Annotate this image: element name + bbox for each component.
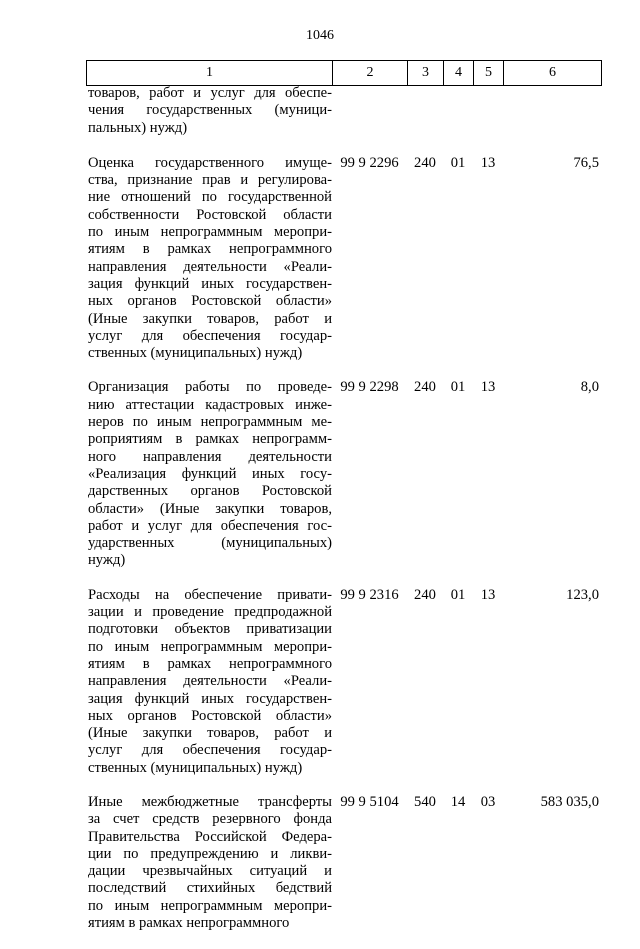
table-row bbox=[86, 379, 601, 569]
description-line: по иным непрограммным меропри- bbox=[88, 638, 332, 655]
row-expense-type: 540 bbox=[414, 793, 436, 810]
description-line: услуг для обеспечения государ- bbox=[88, 327, 332, 344]
description-line: ственных (муниципальных) нужд) bbox=[88, 759, 303, 776]
description-line: ударственных (муниципальных) bbox=[88, 535, 332, 552]
description-line: Оценка государственного имуще- bbox=[88, 154, 332, 171]
description-line: дации чрезвычайных ситуаций и bbox=[88, 863, 332, 880]
column-header-1: 1 bbox=[87, 61, 333, 86]
row-subsection: 13 bbox=[480, 586, 496, 603]
description-line: нию аттестации кадастровых инже- bbox=[88, 396, 332, 413]
row-section: 01 bbox=[450, 154, 466, 171]
row-description bbox=[86, 85, 332, 137]
description-line: товаров, работ и услуг для обеспе- bbox=[88, 85, 332, 101]
row-amount: 123,0 bbox=[566, 586, 599, 603]
row-subsection: 13 bbox=[480, 154, 496, 171]
page-number: 1046 bbox=[306, 28, 334, 43]
row-expense-type: 240 bbox=[414, 379, 436, 396]
description-line: подготовки объектов приватизации bbox=[88, 621, 332, 638]
description-line: ние отношений по государственной bbox=[88, 189, 332, 206]
row-subsection: 03 bbox=[480, 793, 496, 810]
description-line: зации и проведение предпродажной bbox=[88, 604, 332, 621]
description-line: последствий стихийных бедствий bbox=[88, 880, 332, 897]
description-line: Правительства Российской Федера- bbox=[88, 828, 332, 845]
description-line: (Иные закупки товаров, работ и bbox=[88, 310, 332, 327]
description-line: ных органов Ростовской области» bbox=[88, 293, 332, 310]
row-section: 14 bbox=[450, 793, 466, 810]
description-line: нужд) bbox=[88, 552, 126, 569]
description-line: пальных) нужд) bbox=[88, 119, 188, 136]
description-line: работ и услуг для обеспечения гос- bbox=[88, 517, 332, 534]
description-line: неров по иным непрограммным ме- bbox=[88, 414, 332, 431]
description-line: по иным непрограммным меропри- bbox=[88, 224, 332, 241]
row-code: 99 9 2316 bbox=[340, 586, 399, 603]
description-line: ных органов Ростовской области» bbox=[88, 707, 332, 724]
column-header-3: 3 bbox=[408, 61, 444, 86]
row-description bbox=[86, 587, 332, 777]
row-section: 01 bbox=[450, 586, 466, 603]
column-header-5: 5 bbox=[474, 61, 504, 86]
column-header-6: 6 bbox=[504, 61, 602, 86]
row-description bbox=[86, 379, 332, 569]
row-amount: 583 035,0 bbox=[540, 793, 599, 810]
row-code: 99 9 2298 bbox=[340, 379, 399, 396]
description-line: за счет средств резервного фонда bbox=[88, 811, 332, 828]
description-line: направления деятельности «Реали- bbox=[88, 673, 332, 690]
table-row bbox=[86, 794, 601, 932]
description-line: зация функций иных государствен- bbox=[88, 275, 332, 292]
column-header-row bbox=[87, 61, 602, 86]
description-line: по иным непрограммным меропри- bbox=[88, 897, 332, 914]
description-line: ятиям в рамках непрограммного bbox=[88, 241, 332, 258]
column-header-2: 2 bbox=[333, 61, 408, 86]
description-line: Иные межбюджетные трансферты bbox=[88, 793, 332, 810]
table-row bbox=[86, 155, 601, 363]
description-line: ственных (муниципальных) нужд) bbox=[88, 345, 303, 362]
column-header-4: 4 bbox=[444, 61, 474, 86]
description-line: ства, признание прав и регулирова- bbox=[88, 172, 332, 189]
row-amount: 8,0 bbox=[580, 379, 599, 396]
description-line: ятиям в рамках непрограммного bbox=[88, 915, 290, 932]
description-line: роприятиям в рамках непрограмм- bbox=[88, 431, 332, 448]
row-code: 99 9 5104 bbox=[340, 793, 399, 810]
description-line: направления деятельности «Реали- bbox=[88, 258, 332, 275]
table-row bbox=[86, 85, 601, 137]
description-line: Организация работы по проведе- bbox=[88, 379, 332, 396]
description-line: Расходы на обеспечение привати- bbox=[88, 586, 332, 603]
table-row bbox=[86, 587, 601, 777]
row-amount: 76,5 bbox=[573, 154, 599, 171]
row-subsection: 13 bbox=[480, 379, 496, 396]
description-line: области» (Иные закупки товаров, bbox=[88, 500, 332, 517]
description-line: ции по предупреждению и ликви- bbox=[88, 845, 332, 862]
description-line: «Реализация функций иных госу- bbox=[88, 465, 332, 482]
row-description bbox=[86, 794, 332, 932]
column-header-table bbox=[86, 60, 602, 86]
table-body bbox=[86, 85, 601, 949]
description-line: собственности Ростовской области bbox=[88, 206, 332, 223]
row-expense-type: 240 bbox=[414, 586, 436, 603]
description-line: услуг для обеспечения государ- bbox=[88, 742, 332, 759]
description-line: дарственных органов Ростовской bbox=[88, 483, 332, 500]
description-line: ного направления деятельности bbox=[88, 448, 332, 465]
row-description bbox=[86, 155, 332, 363]
description-line: чения государственных (муници- bbox=[88, 102, 332, 119]
description-line: зация функций иных государствен- bbox=[88, 690, 332, 707]
row-code: 99 9 2296 bbox=[340, 154, 399, 171]
description-line: (Иные закупки товаров, работ и bbox=[88, 725, 332, 742]
row-section: 01 bbox=[450, 379, 466, 396]
description-line: ятиям в рамках непрограммного bbox=[88, 655, 332, 672]
row-expense-type: 240 bbox=[414, 154, 436, 171]
